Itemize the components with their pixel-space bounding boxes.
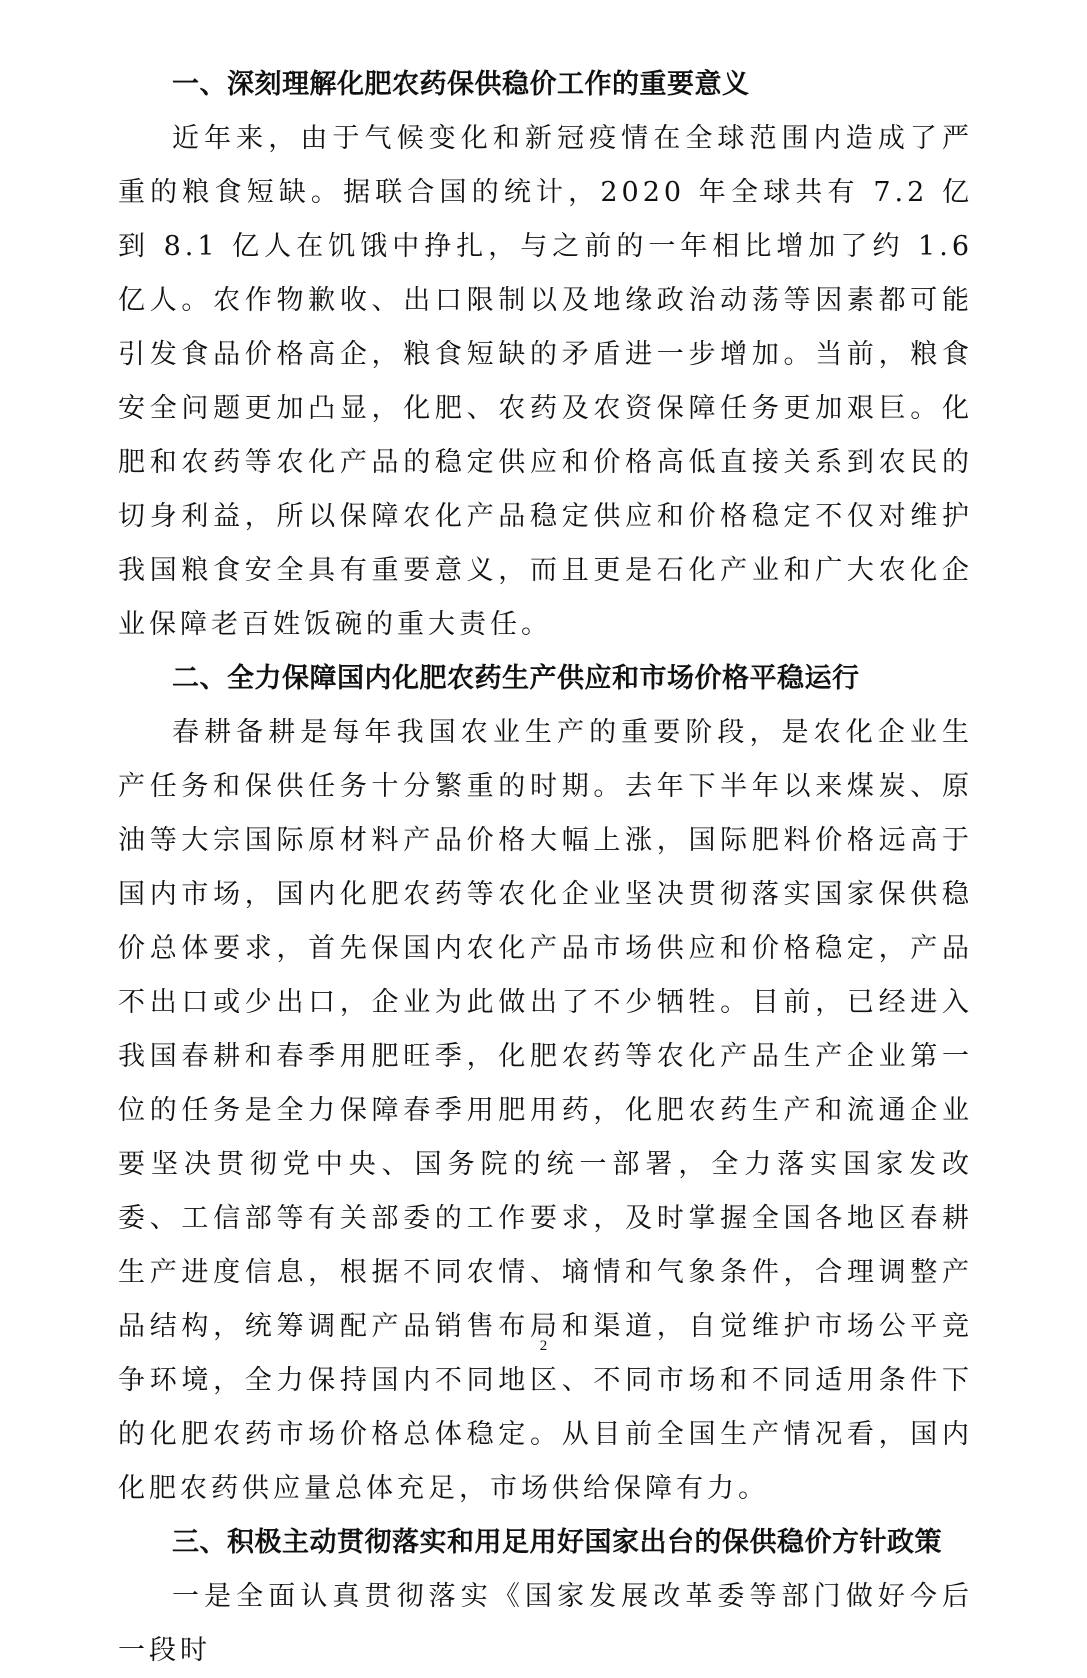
document-body bbox=[118, 58, 973, 1678]
section-3-heading: 三、积极主动贯彻落实和用足用好国家出台的保供稳价方针政策 bbox=[172, 1527, 942, 1558]
section-1-heading: 一、深刻理解化肥农药保供稳价工作的重要意义 bbox=[172, 69, 750, 100]
section-1-paragraph: 近年来，由于气候变化和新冠疫情在全球范围内造成了严重的粮食短缺。据联合国的统计，2020 年全球共有 7.2 亿到 8.1 亿人在饥饿中挣扎，与之前的一年相比增加了约 1.6 亿人。农作物歉收、出口限制以及地缘政治动荡等因素都可能引发食品价格高企，粮食短缺的矛盾进一步增加。当前，粮食安全问题更加凸显，化肥、农药及农资保障任务更加艰巨。化肥和农药等农化产品的稳定供应和价格高低直接关系到农民的切身利益，所以保障农化产品稳定供应和价格稳定不仅对维护我国粮食安全具有重要意义，而且更是石化产业和广大农化企业保障老百姓饭碗的重大责任。 bbox=[118, 123, 973, 640]
section-2-heading: 二、全力保障国内化肥农药生产供应和市场价格平稳运行 bbox=[172, 663, 860, 694]
page-number: 2 bbox=[539, 1338, 548, 1354]
section-3-paragraph: 一是全面认真贯彻落实《国家发展改革委等部门做好今后一段时 bbox=[118, 1581, 973, 1666]
section-2-paragraph: 春耕备耕是每年我国农业生产的重要阶段，是农化企业生产任务和保供任务十分繁重的时期。去年下半年以来煤炭、原油等大宗国际原材料产品价格大幅上涨，国际肥料价格远高于国内市场，国内化肥农药等农化企业坚决贯彻落实国家保供稳价总体要求，首先保国内农化产品市场供应和价格稳定，产品不出口或少出口，企业为此做出了不少牺牲。目前，已经进入我国春耕和春季用肥旺季，化肥农药等农化产品生产企业第一位的任务是全力保障春季用肥用药，化肥农药生产和流通企业要坚决贯彻党中央、国务院的统一部署，全力落实国家发改委、工信部等有关部委的工作要求，及时掌握全国各地区春耕生产进度信息，根据不同农情、墒情和气象条件，合理调整产品结构，统筹调配产品销售布局和渠道，自觉维护市场公平竞争环境，全力保持国内不同地区、不同市场和不同适用条件下的化肥农药市场价格总体稳定。从目前全国生产情况看，国内化肥农药供应量总体充足，市场供给保障有力。 bbox=[118, 717, 973, 1504]
